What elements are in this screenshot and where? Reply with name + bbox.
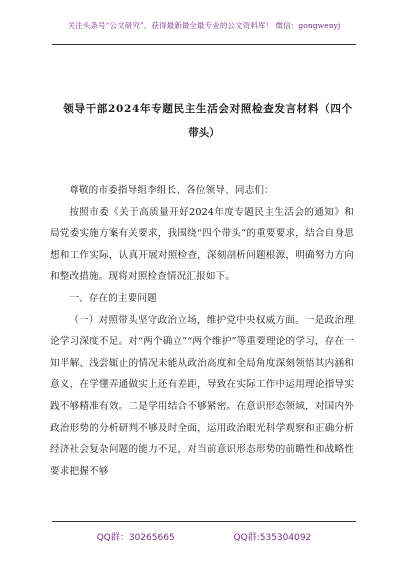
intro-paragraph: 按照市委《关于高质量开好2024年度专题民主生活会的通知》和局党委实施方案有关要求，我围绕“四个带头”的重要要求，结合自身思想和工作实际，认真开展对照检查，深刻剖析问题根源，明确努力方向和整改措施。现将对照检查情况汇报如下。 xyxy=(50,206,354,283)
section-heading: 一、存在的主要问题 xyxy=(69,292,157,304)
document-body xyxy=(50,180,354,482)
document-title-continued: 带头） xyxy=(188,127,220,139)
footer xyxy=(0,530,408,543)
header-divider xyxy=(52,44,356,45)
header-banner: 关注头条号“公文研究”，获得最新最全最专业的公文资料库！ 微信：gongwenyj xyxy=(67,21,341,30)
greeting: 尊敬的市委指导组李组长、各位领导、同志们： xyxy=(69,185,274,196)
subsection-paragraph: （一）对照带头坚守政治立场，维护党中央权威方面。一是政治理论学习深度不足。对“两个确立”“两个维护”等重要理论的学习，存在一知半解、浅尝辄止的情况未能从政治高度和全局角度深刻领悟其内涵和意义，在学懂弄通做实上还有差距，导致在实际工作中运用理论指导实践不够精准有效。二是学用结合不够紧密。在意识形态领域，对国内外政治形势的分析研判不够及时全面，运用政治眼光科学观察和正确分析经济社会复杂问题的能力不足，对当前意识形态形势的前瞻性和战略性要求把握不够 xyxy=(50,314,354,477)
document-title: 领导干部2024年专题民主生活会对照检查发言材料（四个 xyxy=(63,103,353,115)
footer-qq-group-1: QQ群：30265665 xyxy=(96,533,175,543)
footer-divider xyxy=(52,521,356,522)
footer-qq-group-2: QQ群:535304092 xyxy=(233,533,312,543)
